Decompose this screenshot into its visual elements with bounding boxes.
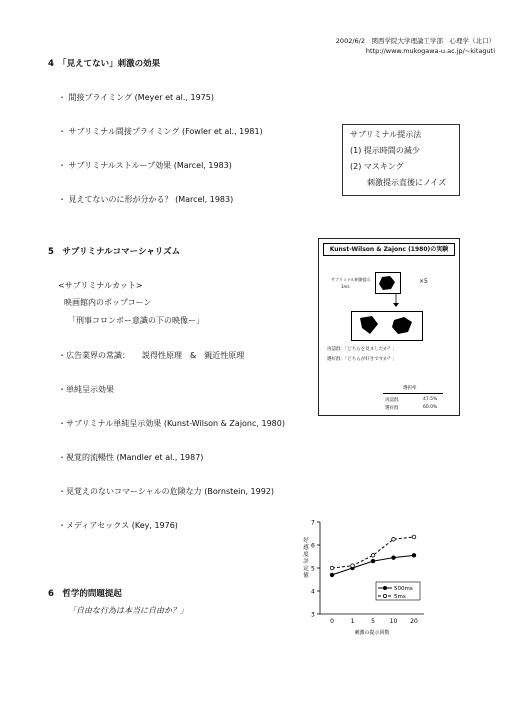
section-4-item: ・ サブリミナル間接プライミング (Fowler et al., 1981)	[58, 127, 263, 136]
y-tick-label: 7	[311, 519, 315, 527]
methods-box-line: 刺激提示直後にノイズ	[367, 178, 447, 187]
question-recognition: 再認群：「どちらを見ましたか？」	[327, 347, 397, 352]
data-point-5ms	[371, 554, 375, 558]
y-axis-label-char: 度	[303, 552, 309, 558]
repeat-count: ×5	[419, 278, 428, 285]
y-axis-label-char: 定	[303, 566, 309, 572]
subliminal-methods-box	[342, 124, 460, 196]
x-tick-label: 0	[330, 618, 334, 625]
mere-exposure-item: ・単純呈示効果	[58, 385, 114, 394]
data-point-5ms	[351, 564, 355, 568]
methods-box-line: (1) 提示時間の減少	[350, 146, 420, 155]
kunst-wilson-figure	[318, 238, 460, 416]
question-preference: 選好群：「どちらが好きですか？」	[327, 357, 397, 362]
section-5-title: 5 サブリミナルコマーシャリズム	[48, 247, 181, 257]
data-point-500ms	[392, 556, 396, 560]
media-sex-item: ・メディアセックス (Key, 1976)	[58, 521, 178, 530]
header-url: http://www.mukogawa-u.ac.jp/~kitaguti	[365, 47, 495, 55]
y-tick-label: 4	[311, 588, 315, 596]
table-row-group: 再認群	[385, 398, 399, 403]
methods-box-title: サブリミナル提示法	[350, 130, 422, 139]
data-point-5ms	[412, 535, 416, 539]
series-line-5ms	[332, 537, 414, 568]
stim-label: サブリミナル刺激提示	[331, 277, 371, 282]
x-tick-label: 1	[350, 618, 355, 625]
table-row-group: 選好群	[385, 406, 399, 411]
x-tick-label: 20	[410, 618, 418, 625]
section-4-item: ・ サブリミナルストループ効果 (Marcel, 1983)	[58, 161, 232, 170]
legend-marker	[383, 594, 386, 597]
section-4-item: ・ 見えてないのに形が分かる？ (Marcel, 1983)	[58, 195, 234, 204]
figure-title: Kunst-Wilson & Zajonc (1980)の実験	[323, 243, 455, 256]
shape-pair-icon	[352, 312, 422, 340]
stim-duration: 1ms	[341, 284, 350, 289]
subliminal-cut-line: 「刑事コロンボー意識の下の映像ー」	[68, 316, 204, 325]
subliminal-cut-line: 映画館内のポップコーン	[64, 298, 152, 307]
data-point-5ms	[392, 537, 396, 541]
x-tick-label: 5	[371, 618, 375, 625]
subliminal-mere-exposure-item: ・サブリミナル単純呈示効果 (Kunst-Wilson & Zajonc, 1980)	[58, 419, 285, 428]
octagon-shape-icon	[376, 273, 400, 293]
section-4-title: 4 「見えてない」刺激の効果	[48, 59, 161, 69]
table-row-rate: 60.0%	[423, 405, 438, 410]
table-rule	[383, 393, 443, 394]
section-4-item: ・ 間接プライミング (Meyer et al., 1975)	[58, 93, 214, 102]
table-row-rate: 47.5%	[423, 397, 438, 402]
legend-label: 5ms	[394, 594, 406, 600]
visual-fluency-item: ・視覚的流暢性 (Mandler et al., 1987)	[58, 453, 204, 462]
exposure-liking-chart	[300, 514, 430, 644]
y-axis-label-char: 好	[303, 538, 309, 544]
ad-principle-line: ・広告業界の常識： 説得性原理 & 親近性原理	[58, 351, 245, 360]
y-tick-label: 3	[311, 611, 315, 619]
rate-table-header: 選択率	[403, 386, 417, 391]
data-point-500ms	[371, 559, 375, 563]
subliminal-cut-title: <サブリミナルカット>	[58, 281, 143, 290]
choice-frame	[351, 311, 423, 341]
data-point-500ms	[412, 554, 416, 558]
y-tick-label: 6	[311, 542, 315, 550]
header-line-1: 2002/6/2 関西学院大学理論工学部 心理学（北口）	[335, 37, 495, 45]
section-6-title: 6 哲学的問題提起	[48, 589, 122, 599]
methods-box-line: (2) マスキング	[350, 162, 404, 171]
data-point-500ms	[330, 573, 334, 577]
data-point-5ms	[330, 566, 334, 570]
legend-marker	[383, 586, 386, 589]
legend-label: 500ms	[394, 586, 413, 592]
y-axis-label-char: 感	[303, 545, 309, 551]
x-axis-label: 刺激の提示回数	[354, 630, 390, 636]
y-axis-label-char: 評	[303, 559, 309, 565]
down-arrow-icon	[391, 294, 401, 308]
dangerous-commercial-item: ・見覚えのないコマーシャルの危険な力 (Bornstein, 1992)	[58, 487, 275, 496]
x-tick-label: 10	[389, 618, 398, 625]
section-6-quote: 「自由な行為は本当に自由か？」	[68, 606, 188, 615]
y-axis-label-char: 値	[303, 573, 309, 579]
y-tick-label: 5	[311, 565, 315, 573]
stimulus-frame	[375, 272, 401, 294]
series-line-500ms	[332, 555, 414, 575]
